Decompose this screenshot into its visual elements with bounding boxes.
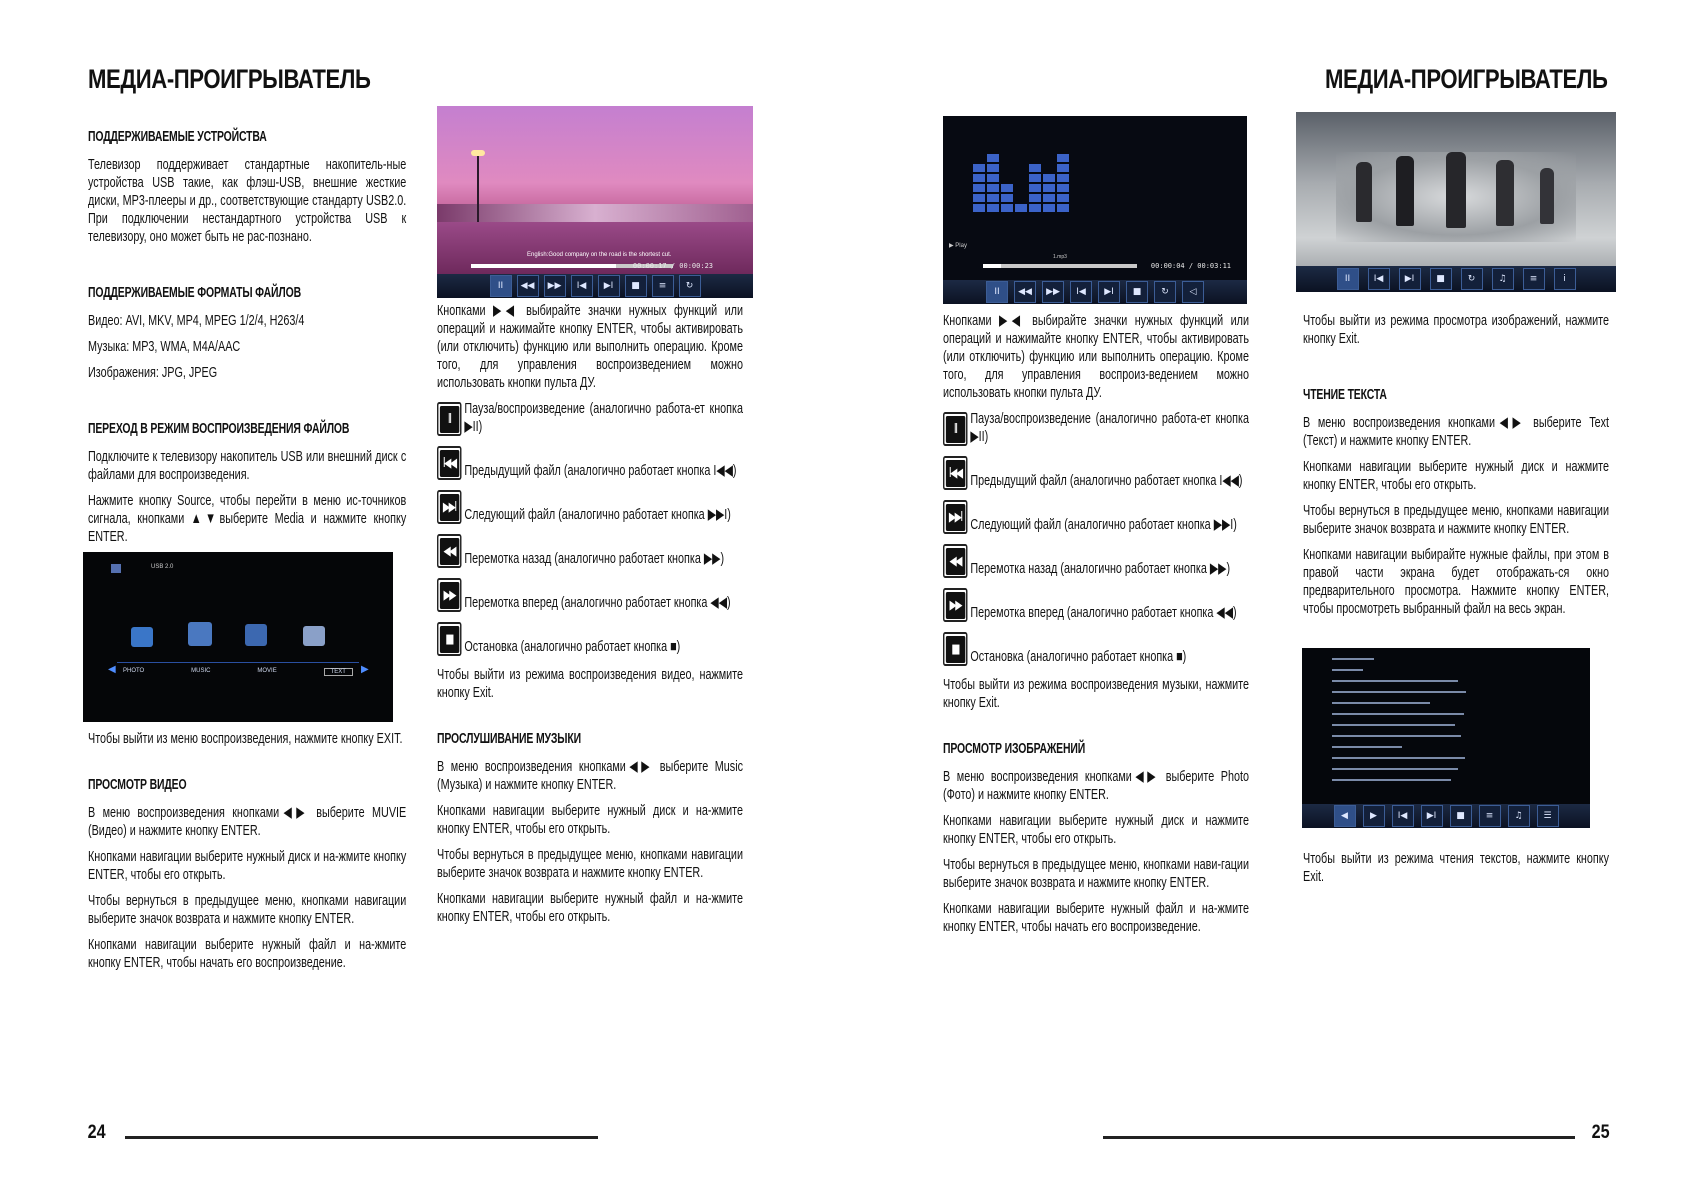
video-heading: ПРОСМОТР ВИДЕО	[88, 777, 187, 793]
images-heading: ПРОСМОТР ИЗОБРАЖЕНИЙ	[943, 741, 1086, 757]
usb-icon	[111, 564, 121, 573]
supported-devices-text: Телевизор поддерживает стандартные накопитель-ные устройства USB такие, как флэш-USB, внешние жесткие диски, MP3-плееры и др., соответствующие стандарту USB2.0. При подключении нестандартного устройства USB к телевизору, оно может быть не рас-познано.	[88, 155, 407, 245]
photo-info-button[interactable]: i	[1554, 268, 1576, 290]
rewind-icon: ◀◀	[437, 534, 461, 568]
images-text-4: Кнопками навигации выберите нужный файл и на-жмите кнопку ENTER, чтобы начать его воспроизведение.	[943, 899, 1249, 935]
menu-item-music[interactable]: MUSIC	[191, 668, 211, 674]
left-controls-intro: Кнопками ▶◀ выбирайте значки нужных функций или операций и нажимайте кнопку ENTER, чтобы активировать (или отключить) функцию или выполнить операцию. Кроме того, для управления воспроизведением можно использовать кнопки пульта ДУ.	[437, 302, 743, 391]
previous-file-icon: I◀◀	[437, 446, 461, 480]
menu-left-arrow-icon[interactable]: ◀	[108, 664, 116, 675]
photo-next-button[interactable]: ▶I	[1399, 268, 1421, 290]
music-ff-button[interactable]: ▶▶	[1042, 281, 1064, 303]
footer-line-left	[125, 1136, 598, 1139]
text-reading-text-3: Чтобы вернуться в предыдущее меню, кнопками навигации выберите значок возврата и нажмите кнопку ENTER.	[1303, 501, 1609, 537]
equalizer-icon	[973, 144, 1083, 224]
text-reading-exit: Чтобы выйти из режима чтения текстов, нажмите кнопку Exit.	[1303, 850, 1609, 885]
fast-forward-icon: ▶▶	[437, 578, 461, 612]
playback-mode-heading: ПЕРЕХОД В РЕЖИМ ВОСПРОИЗВЕДЕНИЯ ФАЙЛОВ	[88, 420, 350, 437]
music-screenshot: ▶ Play 1.mp3 00:00:04 / 00:03:11 II ◀◀ ▶▶ I◀ ▶I ■ ↻ ◁	[943, 116, 1247, 304]
pause-icon: II	[943, 412, 967, 446]
left-column-1-bottom	[88, 730, 406, 980]
formats-images: Изображения: JPG, JPEG	[88, 363, 218, 381]
media-menu-screenshot	[83, 552, 393, 722]
text-playlist-button[interactable]: ☰	[1537, 805, 1559, 827]
left-forward-text: Перемотка вперед (аналогично работает кнопка ◀◀)	[464, 594, 731, 611]
formats-video: Видео: AVI, MKV, MP4, MPEG 1/2/4, H263/4	[88, 311, 305, 329]
video-fb-button[interactable]: ◀◀	[517, 275, 539, 297]
video-repeat-button[interactable]: ↻	[679, 275, 701, 297]
right-pause-text: Пауза/воспроизведение (аналогично работа-ет кнопка ▶II)	[970, 410, 1249, 445]
left-next-text: Следующий файл (аналогично работает кнопка ▶▶I)	[464, 506, 731, 523]
music-pause-button[interactable]: II	[986, 281, 1008, 303]
left-video-exit: Чтобы выйти из режима воспроизведения видео, нажмите кнопку Exit.	[437, 666, 743, 701]
text-prev-button[interactable]: I◀	[1392, 805, 1414, 827]
right-next-text: Следующий файл (аналогично работает кнопка ▶▶I)	[970, 516, 1237, 533]
video-prev-button[interactable]: I◀	[571, 275, 593, 297]
text-reading-heading: ЧТЕНИЕ ТЕКСТА	[1303, 387, 1387, 403]
images-text-1: В меню воспроизведения кнопками◀▶ выберите Photo (Фото) и нажмите кнопку ENTER.	[943, 767, 1249, 803]
video-next-button[interactable]: ▶I	[598, 275, 620, 297]
right-prev-text: Предыдущий файл (аналогично работает кнопка I◀◀)	[970, 472, 1243, 489]
video-text-3: Чтобы вернуться в предыдущее меню, кнопками навигации выберите значок возврата и нажмите кнопку ENTER.	[88, 891, 407, 927]
photo-icon	[131, 627, 153, 647]
music-icon	[188, 622, 212, 646]
video-text-1: В меню воспроизведения кнопками◀▶ выберите MUVIE (Видео) и нажмите кнопку ENTER.	[88, 803, 407, 839]
right-column-2-bottom	[1303, 850, 1609, 894]
right-column-1	[943, 312, 1249, 944]
music-control-bar	[943, 280, 1247, 304]
music-heading: ПРОСЛУШИВАНИЕ МУЗЫКИ	[437, 731, 581, 747]
menu-right-arrow-icon[interactable]: ▶	[361, 664, 369, 675]
playback-mode-exit: Чтобы выйти из меню воспроизведения, нажмите кнопку EXIT.	[88, 730, 403, 747]
page-title-right: МЕДИА-ПРОИГРЫВАТЕЛЬ	[1325, 64, 1608, 94]
page-title-left: МЕДИА-ПРОИГРЫВАТЕЛЬ	[88, 64, 371, 94]
left-prev-text: Предыдущий файл (аналогично работает кнопка I◀◀)	[464, 462, 737, 479]
video-screenshot	[437, 106, 753, 298]
stop-icon: ■	[943, 632, 967, 666]
music-status: Play	[955, 243, 967, 249]
fast-forward-icon: ▶▶	[943, 588, 967, 622]
text-stop-button[interactable]: ■	[1450, 805, 1472, 827]
source-label: USB 2.0	[151, 564, 174, 570]
music-fb-button[interactable]: ◀◀	[1014, 281, 1036, 303]
menu-item-movie[interactable]: MOVIE	[257, 668, 277, 674]
right-rewind-text: Перемотка назад (аналогично работает кнопка ▶▶)	[970, 560, 1231, 577]
text-next-page-button[interactable]: ▶	[1363, 805, 1385, 827]
page-number-right: 25	[1591, 1122, 1610, 1143]
music-mute-button[interactable]: ◁	[1182, 281, 1204, 303]
text-reading-text-2: Кнопками навигации выберите нужный диск и нажмите кнопку ENTER, чтобы его открыть.	[1303, 457, 1609, 493]
next-file-icon: ▶▶I	[943, 500, 967, 534]
supported-formats-heading: ПОДДЕРЖИВАЕМЫЕ ФОРМАТЫ ФАЙЛОВ	[88, 284, 301, 301]
photo-repeat-button[interactable]: ↻	[1461, 268, 1483, 290]
video-text-4: Кнопками навигации выберите нужный файл и на-жмите кнопку ENTER, чтобы начать его воспроизведение.	[88, 935, 407, 971]
photo-stop-button[interactable]: ■	[1430, 268, 1452, 290]
music-repeat-button[interactable]: ↻	[1154, 281, 1176, 303]
photo-prev-button[interactable]: I◀	[1368, 268, 1390, 290]
left-stop-text: Остановка (аналогично работает кнопка ■)	[464, 638, 681, 655]
menu-item-photo[interactable]: PHOTO	[123, 668, 145, 674]
text-next-button[interactable]: ▶I	[1421, 805, 1443, 827]
photo-playlist-button[interactable]: ≡	[1523, 268, 1545, 290]
music-text-2: Кнопками навигации выберите нужный диск и на-жмите кнопку ENTER, чтобы его открыть.	[437, 801, 743, 837]
text-control-bar	[1302, 804, 1590, 828]
left-pause-text: Пауза/воспроизведение (аналогично работа-ет кнопка ▶II)	[464, 400, 743, 435]
images-text-3: Чтобы вернуться в предыдущее меню, кнопками нави-гации выберите значок возврата и нажмите кнопку ENTER.	[943, 855, 1249, 891]
photo-pause-button[interactable]: II	[1337, 268, 1359, 290]
video-subtitle: English:Good company on the road is the shortest cut.	[527, 252, 672, 258]
images-text-2: Кнопками навигации выберите нужный диск и нажмите кнопку ENTER, чтобы его открыть.	[943, 811, 1249, 847]
text-reading-text-4: Кнопками навигации выбирайте нужные файлы, при этом в правой части экрана будет отображать-ся окно предварительного просмотра. Нажмите кнопку ENTER, чтобы просмотреть выбранный файл на весь экран.	[1303, 545, 1609, 617]
right-forward-text: Перемотка вперед (аналогично работает кнопка ◀◀)	[970, 604, 1237, 621]
text-chapter-button[interactable]: ≡	[1479, 805, 1501, 827]
previous-file-icon: I◀◀	[943, 456, 967, 490]
next-file-icon: ▶▶I	[437, 490, 461, 524]
music-file-name: 1.mp3	[1053, 254, 1067, 260]
video-stop-button[interactable]: ■	[625, 275, 647, 297]
music-text-1: В меню воспроизведения кнопками◀▶ выберите Music (Музыка) и нажмите кнопку ENTER.	[437, 757, 743, 793]
text-icon	[303, 626, 325, 646]
music-text-4: Кнопками навигации выберите нужный файл и на-жмите кнопку ENTER, чтобы его открыть.	[437, 889, 743, 925]
text-prev-page-button[interactable]: ◀	[1334, 805, 1356, 827]
video-chapter-button[interactable]: ≡	[652, 275, 674, 297]
text-reading-text-1: В меню воспроизведения кнопками◀▶ выберите Text (Текст) и нажмите кнопку ENTER.	[1303, 413, 1609, 449]
video-text-2: Кнопками навигации выберите нужный диск и на-жмите кнопку ENTER, чтобы его открыть.	[88, 847, 407, 883]
text-screenshot	[1302, 648, 1590, 828]
video-ff-button[interactable]: ▶▶	[544, 275, 566, 297]
video-pause-button[interactable]: II	[490, 275, 512, 297]
playback-mode-text-1: Подключите к телевизору накопитель USB или внешний диск с файлами для воспроизведения.	[88, 447, 407, 483]
rewind-icon: ◀◀	[943, 544, 967, 578]
right-column-2	[1303, 312, 1609, 626]
photo-control-bar	[1296, 266, 1616, 292]
music-stop-button[interactable]: ■	[1126, 281, 1148, 303]
photo-music-button[interactable]: ♫	[1492, 268, 1514, 290]
right-stop-text: Остановка (аналогично работает кнопка ■)	[970, 648, 1187, 665]
page-number-left: 24	[87, 1122, 106, 1143]
right-music-exit: Чтобы выйти из режима воспроизведения музыки, нажмите кнопку Exit.	[943, 676, 1249, 711]
video-time: 00:00:17 / 00:00:23	[632, 262, 713, 270]
footer-line-right	[1103, 1136, 1575, 1139]
right-controls-intro: Кнопками ▶◀ выбирайте значки нужных функций или операций и нажимайте кнопку ENTER, чтобы активировать (или отключить) функцию или выполнить операцию. Кроме того, для управления воспроиз-ведением можно использовать кнопки пульта ДУ.	[943, 312, 1249, 401]
images-exit: Чтобы выйти из режима просмотра изображений, нажмите кнопку Exit.	[1303, 312, 1609, 347]
photo-screenshot	[1296, 112, 1616, 292]
pause-icon: II	[437, 402, 461, 436]
music-text-3: Чтобы вернуться в предыдущее меню, кнопками навигации выберите значок возврата и нажмите кнопку ENTER.	[437, 845, 743, 881]
video-control-bar	[437, 274, 753, 298]
left-column-2	[437, 302, 743, 934]
formats-music: Музыка: MP3, WMA, M4A/AAC	[88, 337, 241, 355]
playback-mode-text-2: Нажмите кнопку Source, чтобы перейти в меню ис-точников сигнала, кнопками ▲▼выберите Media и нажмите кнопку ENTER.	[88, 491, 407, 545]
music-time: 00:00:04 / 00:03:11	[1150, 262, 1231, 270]
movie-icon	[245, 624, 267, 646]
menu-item-text[interactable]: TEXT	[324, 668, 353, 676]
left-column-1	[88, 130, 406, 554]
music-next-button[interactable]: ▶I	[1098, 281, 1120, 303]
text-music-button[interactable]: ♫	[1508, 805, 1530, 827]
text-preview-lines	[1332, 658, 1472, 781]
music-prev-button[interactable]: I◀	[1070, 281, 1092, 303]
left-rewind-text: Перемотка назад (аналогично работает кнопка ▶▶)	[464, 550, 725, 567]
music-progress-bar[interactable]	[983, 264, 1137, 268]
supported-devices-heading: ПОДДЕРЖИВАЕМЫЕ УСТРОЙСТВА	[88, 129, 267, 145]
stop-icon: ■	[437, 622, 461, 656]
